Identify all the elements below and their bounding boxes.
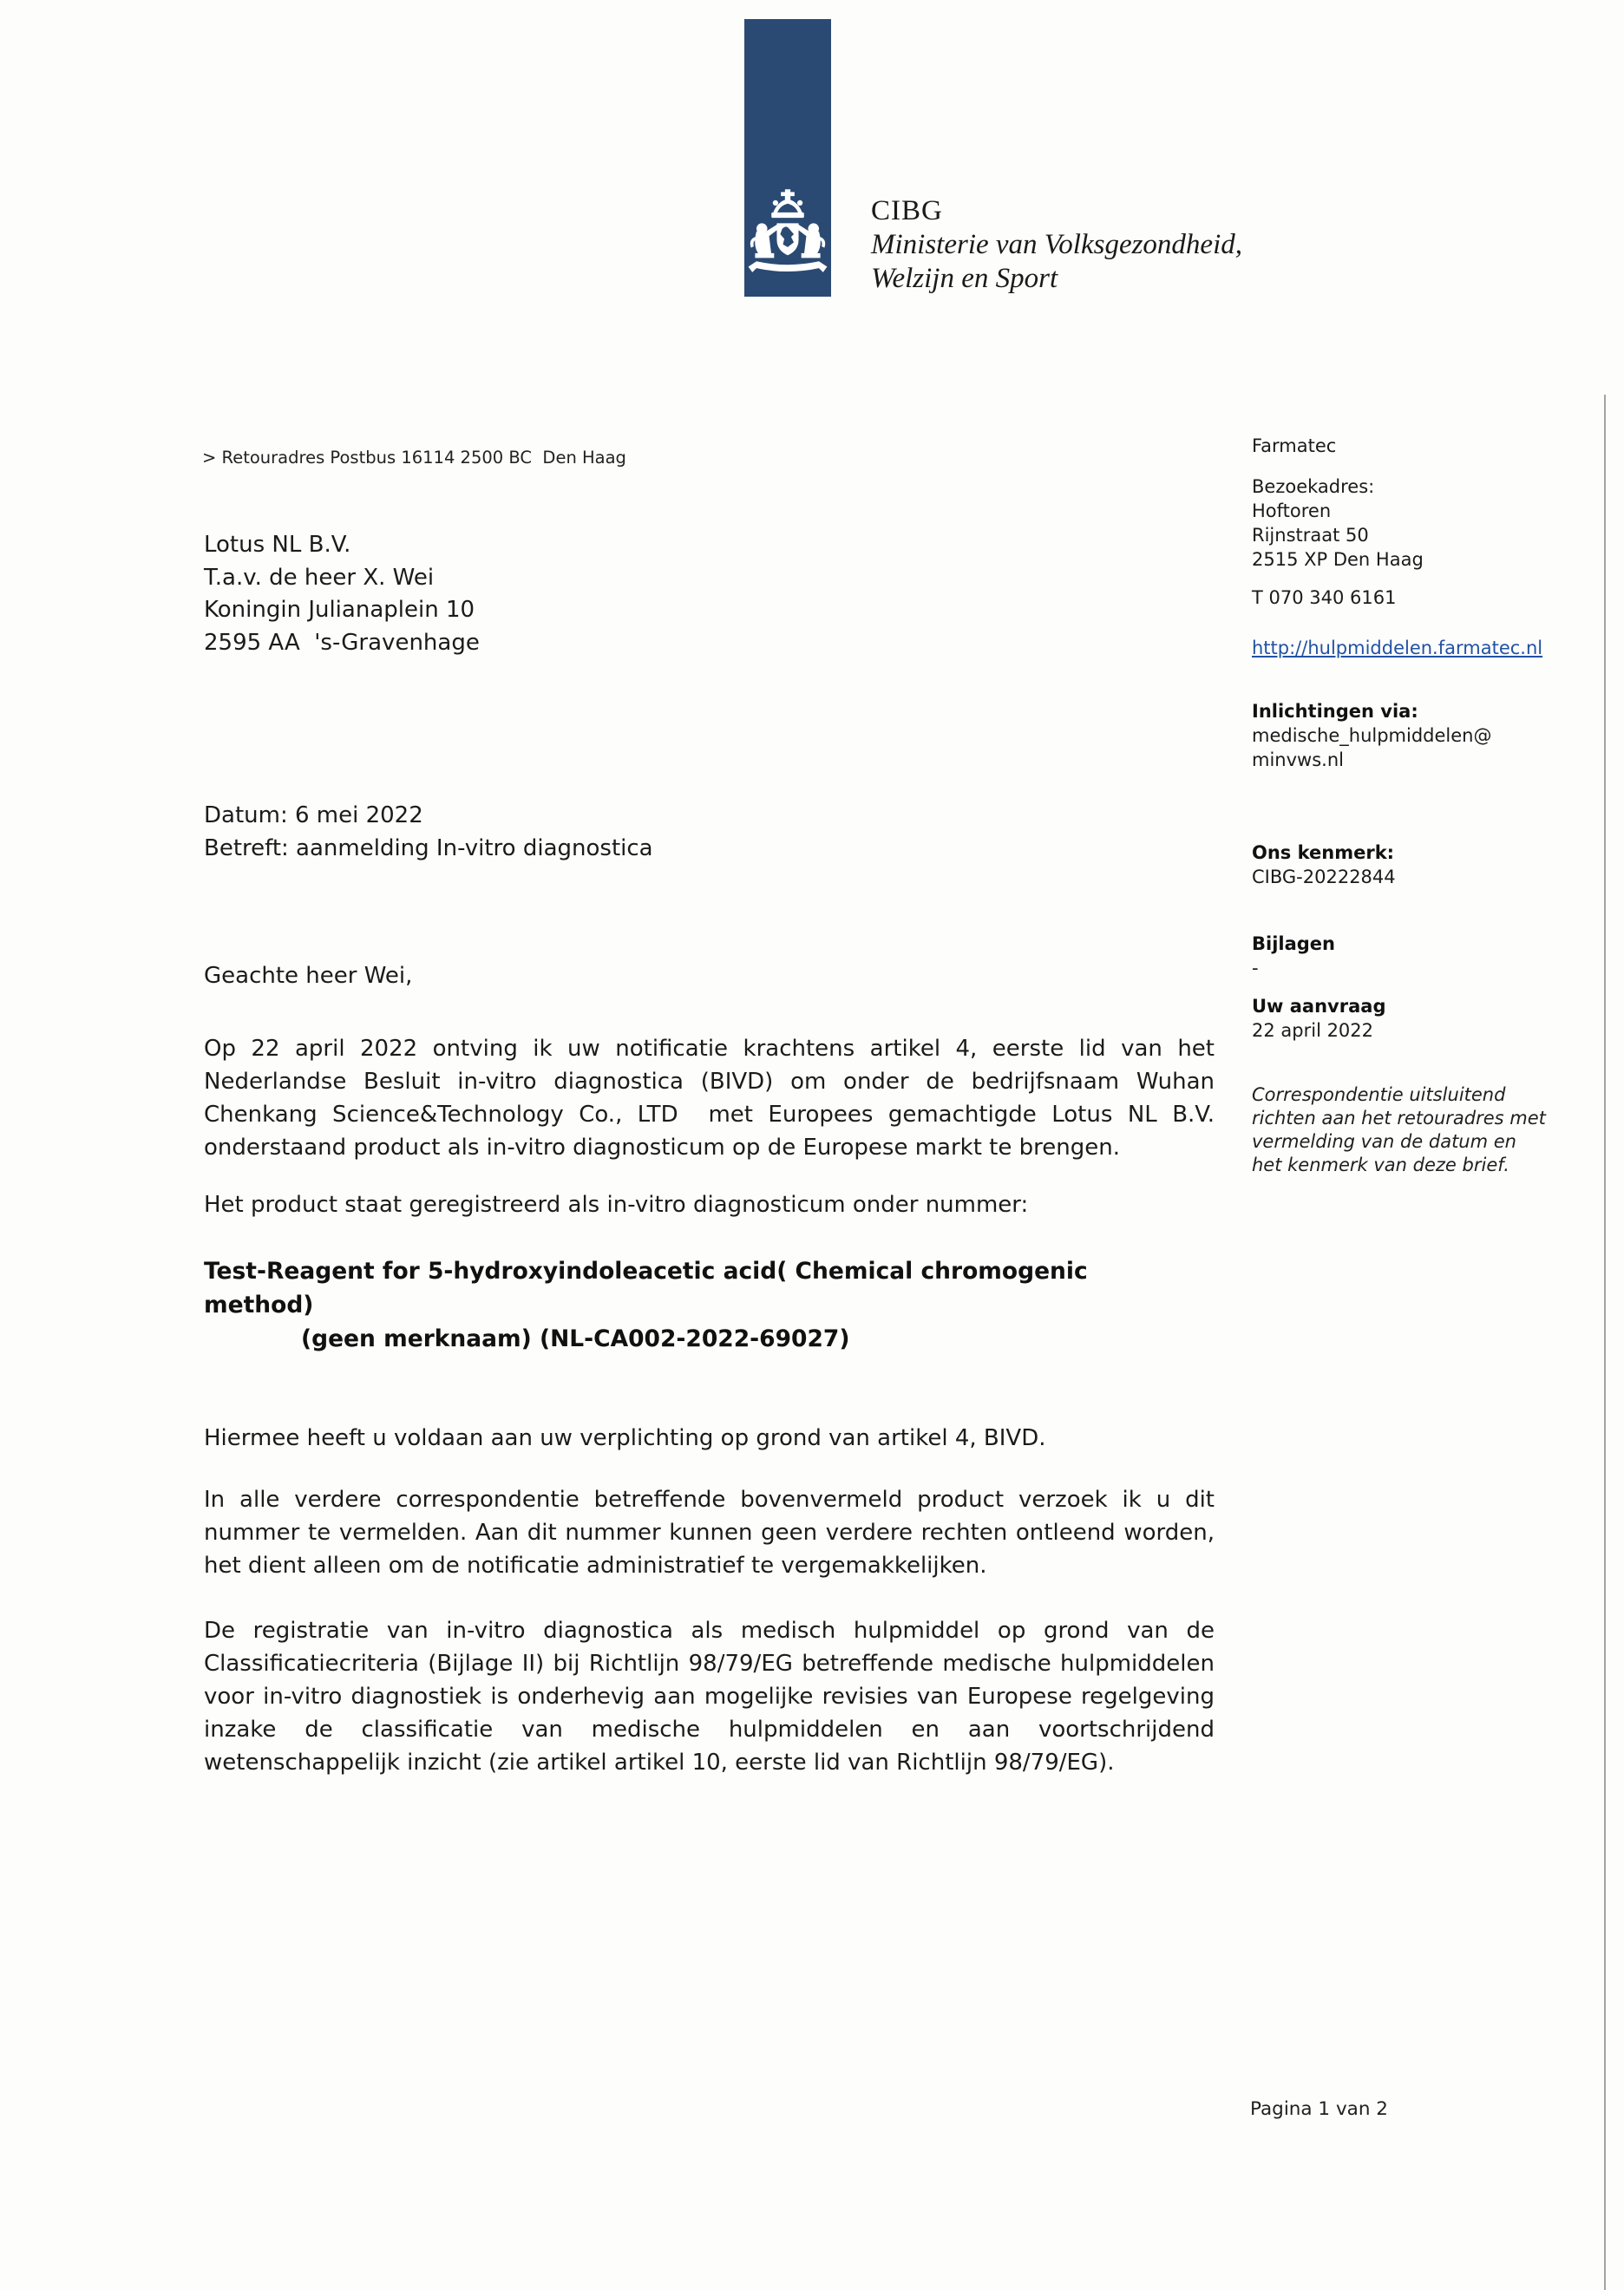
- ministry-name-line2: Welzijn en Sport: [871, 263, 1058, 294]
- letter-meta: [204, 799, 653, 865]
- product-brand-and-number: (geen merknaam) (NL-CA002-2022-69027): [301, 1325, 850, 1352]
- visit-address-line: Rijnstraat 50: [1252, 525, 1369, 546]
- visit-address-line: 2515 XP Den Haag: [1252, 549, 1424, 570]
- recipient-address: [204, 529, 480, 659]
- org-name: CIBG: [871, 195, 943, 226]
- correspondence-note: [1252, 1083, 1580, 1177]
- phone-number: T 070 340 6161: [1252, 587, 1397, 608]
- request-label: Uw aanvraag: [1252, 996, 1386, 1017]
- letterhead-text: [871, 194, 1242, 296]
- paragraph-notification: Op 22 april 2022 ontving ik uw notificatie krachtens artikel 4, eerste lid van het Nederlandse Besluit in-vitro diagnostica (BIVD) om onder de bedrijfsnaam Wuhan Chenkang Science&Technology Co., LTD met Europees gemachtigde Lotus NL B.V. onderstaand product als in-vitro diagnosticum op de Europese markt te brengen.: [204, 1036, 1215, 1161]
- paragraph-classification: De registratie van in-vitro diagnostica als medisch hulpmiddel op grond van de Classificatiecriteria (Bijlage II) bij Richtlijn 98/79/EG betreffende medische hulpmiddelen voor in-vitro diagnostiek is onderhevig aan mogelijke revisies van Europese regelgeving inzake de classificatie van medische hulpmiddelen en aan voortschrijdend wetenschappelijk inzicht (zie artikel artikel 10, eerste lid van Richtlijn 98/79/EG).: [204, 1618, 1215, 1776]
- return-address: > Retouradres Postbus 16114 2500 BC Den Haag: [202, 448, 626, 468]
- recipient-line: Koningin Julianaplein 10: [204, 597, 475, 623]
- sidebar-department: Farmatec: [1252, 435, 1337, 456]
- ministry-name-line1: Ministerie van Volksgezondheid,: [871, 229, 1243, 260]
- date-line: Datum: 6 mei 2022: [204, 802, 423, 828]
- paragraph-registered: Het product staat geregistreerd als in-vitro diagnosticum onder nummer:: [204, 1192, 1029, 1218]
- visit-address-label: Bezoekadres:: [1252, 476, 1375, 497]
- sidebar-request: [1252, 994, 1580, 1043]
- product-name-line: method): [204, 1292, 314, 1318]
- sidebar-reference: [1252, 841, 1580, 889]
- website-link[interactable]: http://hulpmiddelen.farmatec.nl: [1252, 638, 1543, 658]
- page-indicator: Pagina 1 van 2: [1250, 2098, 1388, 2120]
- inquiries-label: Inlichtingen via:: [1252, 701, 1418, 722]
- coat-of-arms-icon: [747, 189, 828, 291]
- correspondence-note-line: richten aan het retouradres met: [1252, 1108, 1546, 1129]
- visit-address-line: Hoftoren: [1252, 501, 1332, 521]
- correspondence-note-line: Correspondentie uitsluitend: [1252, 1084, 1506, 1105]
- inquiries-email-line: minvws.nl: [1252, 749, 1344, 770]
- paragraph-correspondence: In alle verdere correspondentie betreffende bovenvermeld product verzoek ik u dit nummer te vermelden. Aan dit nummer kunnen geen verdere rechten ontleend worden, het dient alleen om de notificatie administratief te vergemakkelijken.: [204, 1487, 1215, 1579]
- paragraph-obligation: Hiermee heeft u voldaan aan uw verplichting op grond van artikel 4, BIVD.: [204, 1425, 1046, 1451]
- attachments-value: -: [1252, 958, 1259, 978]
- recipient-line: Lotus NL B.V.: [204, 532, 351, 558]
- website-link-wrap: [1252, 636, 1580, 660]
- reference-label: Ons kenmerk:: [1252, 842, 1395, 863]
- inquiries-email-line: medische_hulpmiddelen@: [1252, 725, 1492, 746]
- scan-edge-line: [1604, 395, 1606, 2290]
- rijksoverheid-logo-ribbon: [744, 19, 831, 297]
- correspondence-note-line: vermelding van de datum en: [1252, 1131, 1516, 1152]
- reference-number: CIBG-20222844: [1252, 867, 1396, 887]
- recipient-line: 2595 AA 's-Gravenhage: [204, 629, 480, 656]
- recipient-line: T.a.v. de heer X. Wei: [204, 564, 435, 591]
- sidebar-inquiries: [1252, 699, 1580, 772]
- sidebar-attachments: [1252, 932, 1580, 980]
- sidebar-visit-address: [1252, 474, 1580, 572]
- salutation: Geachte heer Wei,: [204, 963, 413, 989]
- request-date: 22 april 2022: [1252, 1020, 1374, 1041]
- product-registration: [204, 1254, 1215, 1356]
- attachments-label: Bijlagen: [1252, 933, 1335, 954]
- subject-line: Betreft: aanmelding In-vitro diagnostica: [204, 835, 653, 861]
- product-name-line: Test-Reagent for 5-hydroxyindoleacetic acid( Chemical chromogenic: [204, 1258, 1088, 1285]
- correspondence-note-line: het kenmerk van deze brief.: [1252, 1155, 1509, 1175]
